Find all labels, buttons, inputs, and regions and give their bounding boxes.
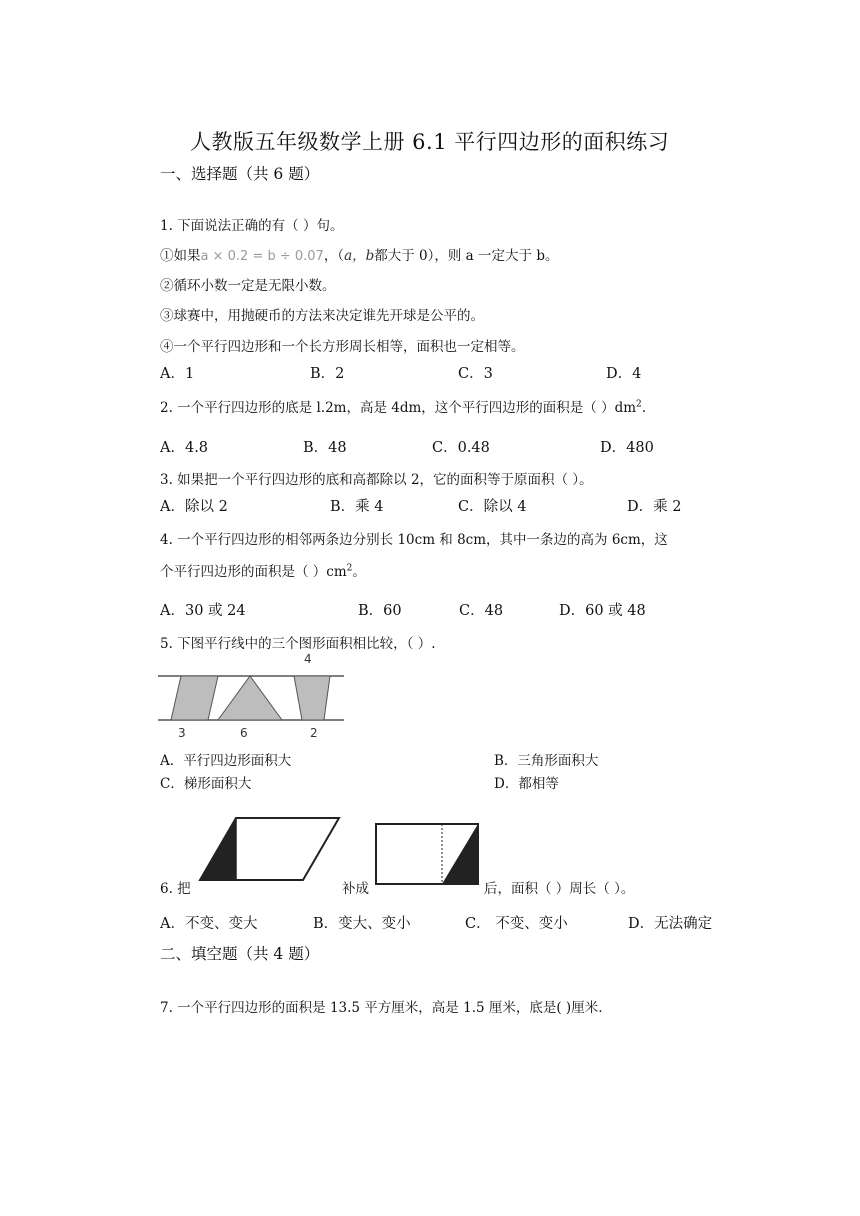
question-4-option-a: A．30 或 24 xyxy=(160,603,246,619)
page-title: 人教版五年级数学上册 6.1 平行四边形的面积练习 xyxy=(190,130,670,154)
label-top: 4 xyxy=(304,652,312,666)
question-1-option-d: D．4 xyxy=(606,366,642,382)
question-3-stem: 3. 如果把一个平行四边形的底和高都除以 2，它的面积等于原面积（ ）。 xyxy=(160,472,593,488)
question-6-option-a: A．不变、变大 xyxy=(160,916,258,932)
question-6-option-b: B．变大、变小 xyxy=(313,916,411,932)
question-6-option-d: D．无法确定 xyxy=(628,916,713,932)
rectangle-with-shaded-triangle-figure xyxy=(374,818,486,888)
parallelogram-shape xyxy=(171,676,218,720)
question-1-statement-2: ②循环小数一定是无限小数。 xyxy=(160,278,336,294)
shaded-triangle xyxy=(442,824,478,884)
question-6-prefix: 6. 把 xyxy=(160,881,191,897)
label-bottom-3: 2 xyxy=(310,726,318,740)
question-1-statement-4: ④一个平行四边形和一个长方形周长相等，面积也一定相等。 xyxy=(160,339,525,355)
question-7-stem: 7. 一个平行四边形的面积是 13.5 平方厘米，高是 1.5 厘米，底是( )厘米. xyxy=(160,1000,603,1016)
question-6-suffix: 后，面积（ ）周长（ ）。 xyxy=(484,881,635,897)
parallel-lines-figure xyxy=(158,648,348,740)
section-heading-choice: 一、选择题（共 6 题） xyxy=(160,165,320,183)
question-3-option-a: A．除以 2 xyxy=(160,499,228,515)
question-1-statement-1: ①如果a × 0.2 = b ÷ 0.07，（a，b都大于 0），则 a 一定大于 b。 xyxy=(160,248,559,264)
question-3-option-d: D．乘 2 xyxy=(627,499,682,515)
question-1-statement-3: ③球赛中，用抛硬币的方法来决定谁先开球是公平的。 xyxy=(160,308,484,324)
question-1-option-a: A．1 xyxy=(160,366,195,382)
question-5-stem: 5. 下图平行线中的三个图形面积相比较，（ ）. xyxy=(160,636,436,652)
question-5-option-b: B．三角形面积大 xyxy=(494,753,599,769)
question-5-option-a: A．平行四边形面积大 xyxy=(160,753,292,769)
question-6-option-c: C． 不变、变小 xyxy=(465,916,568,932)
question-2-option-d: D．480 xyxy=(600,440,654,456)
question-5-option-d: D．都相等 xyxy=(494,776,559,792)
equation: a × 0.2 = b ÷ 0.07 xyxy=(200,249,324,264)
question-4-line-1: 4. 一个平行四边形的相邻两条边分别长 10cm 和 8cm，其中一条边的高为 6cm，这 xyxy=(160,532,668,548)
question-4-option-d: D．60 或 48 xyxy=(559,603,646,619)
question-5-option-c: C．梯形面积大 xyxy=(160,776,252,792)
triangle-shape xyxy=(218,676,282,720)
question-2-option-a: A．4.8 xyxy=(160,440,209,456)
question-1-stem: 1. 下面说法正确的有（ ）句。 xyxy=(160,218,344,234)
trapezoid-shape xyxy=(294,676,330,720)
question-3-option-b: B．乘 4 xyxy=(330,499,384,515)
question-4-option-c: C．48 xyxy=(459,603,504,619)
parallelogram-with-shaded-triangle-figure xyxy=(196,804,344,884)
label-bottom-2: 6 xyxy=(240,726,248,740)
question-2-option-b: B．48 xyxy=(303,440,347,456)
question-2-stem: 2. 一个平行四边形的底是 l.2m，高是 4dm，这个平行四边形的面积是（ ）$dm^2$. xyxy=(160,399,647,416)
question-4-option-b: B．60 xyxy=(358,603,402,619)
question-1-option-c: C．3 xyxy=(458,366,493,382)
question-4-line-2: 个平行四边形的面积是（ ）$cm^2$。 xyxy=(160,563,366,580)
question-2-option-c: C．0.48 xyxy=(432,440,490,456)
label-bottom-1: 3 xyxy=(178,726,186,740)
question-6-middle: 补成 xyxy=(342,881,369,897)
question-3-option-c: C．除以 4 xyxy=(458,499,527,515)
question-1-option-b: B．2 xyxy=(310,366,345,382)
section-heading-fill-blank: 二、填空题（共 4 题） xyxy=(160,945,320,963)
